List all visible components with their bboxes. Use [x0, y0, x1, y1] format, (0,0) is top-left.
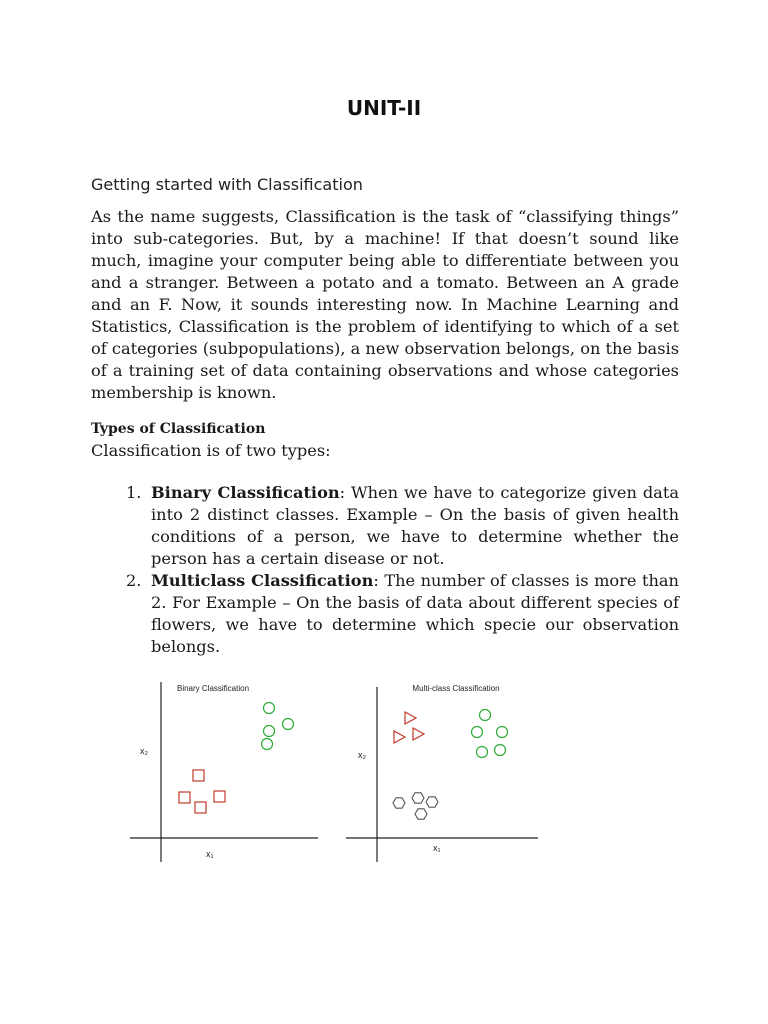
classification-figure — [118, 672, 538, 872]
list-number: 1. — [126, 483, 142, 502]
binary-xlabel: x₁ — [206, 849, 214, 859]
multi-hexagon-point — [426, 797, 438, 807]
intro-paragraph: As the name suggests, Classification is the task of “classifying things” into sub-categories. But, by a machine! If that doesn’t sound like much, imagine your computer being able to differentiate between you and a stranger. Between a potato and a tomato. Between an A grade and an F. Now, it sounds interesting now. In Machine Learning and Statistics, Classification is the problem of identifying to which of a set of categories (subpopulations), a new observation belongs, on the basis of a training set of data containing observations and whose categories membership is known. — [91, 207, 679, 402]
multi-hexagon-point — [412, 793, 424, 803]
binary-square-point — [214, 791, 225, 802]
multi-circle-point — [495, 745, 506, 756]
list-item — [91, 482, 679, 570]
binary-circle-point — [264, 726, 275, 737]
list-number: 2. — [126, 571, 142, 590]
multi-hexagon-point — [415, 809, 427, 819]
multi-title: Multi-class Classification — [412, 684, 500, 693]
multi-xlabel: x₁ — [433, 843, 441, 853]
binary-ylabel: x₂ — [140, 746, 148, 756]
types-intro: Classification is of two types: — [91, 441, 331, 460]
list-term: Binary Classification — [151, 483, 340, 502]
binary-square-point — [193, 770, 204, 781]
multi-circle-point — [480, 710, 491, 721]
page-title: UNIT-II — [346, 96, 422, 120]
list-term: Multiclass Classification — [151, 571, 374, 590]
section-subtitle: Getting started with Classification — [91, 175, 363, 194]
list-desc: : When we have to categorize given data into 2 distinct classes. Example – On the basis of given health conditions of a person, we have to determine whether the person has a certain disease or not. — [151, 483, 679, 568]
multi-ylabel: x₂ — [358, 750, 366, 760]
multi-triangle-point — [413, 728, 424, 740]
binary-title: Binary Classification — [176, 684, 250, 693]
binary-square-point — [195, 802, 206, 813]
classification-diagram — [118, 672, 538, 872]
list-item — [91, 570, 679, 658]
list-desc: : The number of classes is more than 2. For Example – On the basis of data about different species of flowers, we have to determine which specie our observation belongs. — [151, 571, 679, 656]
multi-triangle-point — [394, 731, 405, 743]
binary-square-point — [179, 792, 190, 803]
multi-circle-point — [472, 727, 483, 738]
multi-triangle-point — [405, 712, 416, 724]
multi-hexagon-point — [393, 798, 405, 808]
types-heading: Types of Classification — [91, 421, 266, 437]
multi-circle-point — [477, 747, 488, 758]
binary-circle-point — [264, 703, 275, 714]
types-list — [91, 482, 679, 658]
binary-circle-point — [262, 739, 273, 750]
multi-circle-point — [497, 727, 508, 738]
binary-circle-point — [283, 719, 294, 730]
